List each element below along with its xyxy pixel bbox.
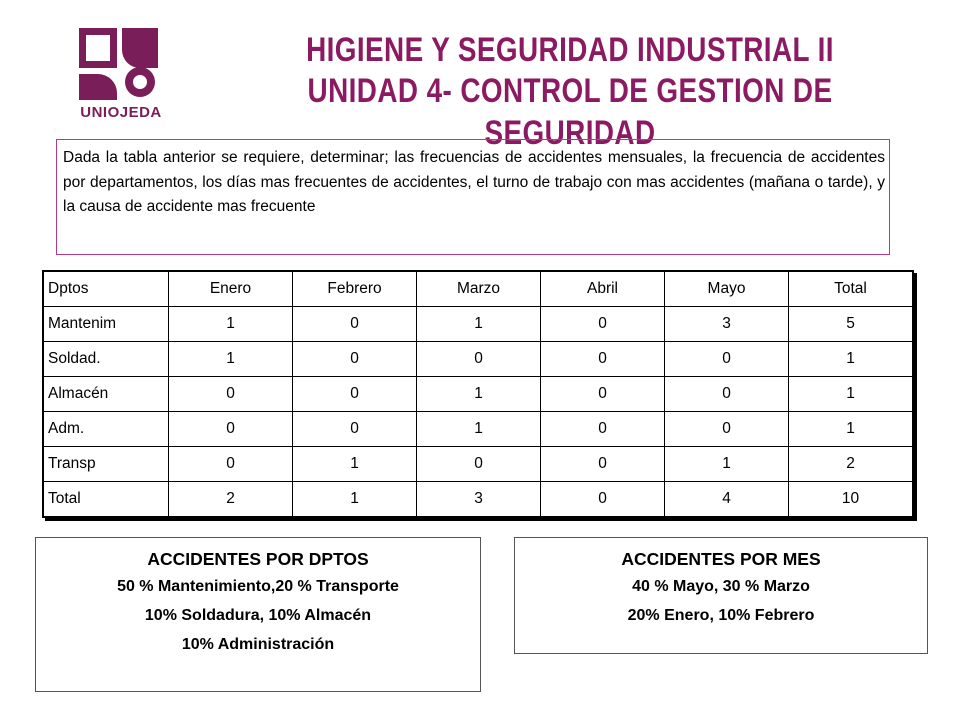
table-cell: Almacén xyxy=(43,377,169,412)
table-cell: 0 xyxy=(541,307,665,342)
header-cell: Febrero xyxy=(293,271,417,307)
table-cell: 1 xyxy=(169,342,293,377)
table-cell: Transp xyxy=(43,447,169,482)
table-row xyxy=(43,412,913,447)
table-cell: 1 xyxy=(293,482,417,518)
table-cell: 1 xyxy=(417,307,541,342)
table-cell: 0 xyxy=(293,342,417,377)
page-title xyxy=(258,30,881,154)
table-cell: 1 xyxy=(293,447,417,482)
summary-by-month xyxy=(514,537,928,654)
table-row xyxy=(43,447,913,482)
table-row xyxy=(43,307,913,342)
table-cell: 0 xyxy=(169,412,293,447)
table-cell: 0 xyxy=(293,377,417,412)
table-cell: Mantenim xyxy=(43,307,169,342)
table-cell: 3 xyxy=(417,482,541,518)
title-line-2: UNIDAD 4- CONTROL DE GESTION DE SEGURIDAD xyxy=(307,72,833,152)
table-cell: 0 xyxy=(417,447,541,482)
table-total-row xyxy=(43,482,913,518)
table-cell: 1 xyxy=(789,412,914,447)
table-cell: 0 xyxy=(541,412,665,447)
summary-heading: ACCIDENTES POR DPTOS xyxy=(147,549,369,569)
table-cell: 1 xyxy=(789,342,914,377)
table-cell: 4 xyxy=(665,482,789,518)
header-cell: Abril xyxy=(541,271,665,307)
table-cell: 2 xyxy=(169,482,293,518)
table-cell: Total xyxy=(43,482,169,518)
table-cell: Soldad. xyxy=(43,342,169,377)
table-cell: 0 xyxy=(417,342,541,377)
table-cell: 1 xyxy=(417,412,541,447)
table-row xyxy=(43,342,913,377)
table-header-row xyxy=(43,271,913,307)
table-row xyxy=(43,377,913,412)
summary-line: 10% Administración xyxy=(181,636,335,653)
header-cell: Dptos xyxy=(43,271,169,307)
table-cell: 1 xyxy=(169,307,293,342)
table-cell: 0 xyxy=(541,377,665,412)
table-cell: 0 xyxy=(541,482,665,518)
summary-heading: ACCIDENTES POR MES xyxy=(621,549,821,569)
table-cell: 0 xyxy=(293,412,417,447)
header-cell: Mayo xyxy=(665,271,789,307)
table-cell: 0 xyxy=(665,412,789,447)
table-cell: 0 xyxy=(541,447,665,482)
table-cell: 1 xyxy=(665,447,789,482)
table-cell: 0 xyxy=(169,447,293,482)
intro-text-box: Dada la tabla anterior se requiere, determinar; las frecuencias de accidentes mensuales, la frecuencia de accidentes por departamentos, los días mas frecuentes de accidentes, el turno de trabajo con mas accidentes (mañana o tarde), y la causa de accidente mas frecuente xyxy=(56,139,890,255)
summary-by-department xyxy=(35,537,481,692)
table-cell: 0 xyxy=(293,307,417,342)
table-cell: 0 xyxy=(169,377,293,412)
table-cell: 0 xyxy=(665,377,789,412)
table-cell: 0 xyxy=(541,342,665,377)
summary-line: 20% Enero, 10% Febrero xyxy=(627,607,815,624)
title-line-1: HIGIENE Y SEGURIDAD INDUSTRIAL II xyxy=(306,31,834,69)
table-cell: 3 xyxy=(665,307,789,342)
summary-line: 50 % Mantenimiento,20 % Transporte xyxy=(117,578,399,595)
header-cell: Enero xyxy=(169,271,293,307)
header-cell: Total xyxy=(789,271,914,307)
table-cell: 10 xyxy=(789,482,914,518)
table-cell: 1 xyxy=(417,377,541,412)
table-cell: 5 xyxy=(789,307,914,342)
table-cell: 2 xyxy=(789,447,914,482)
logo-text: UNIOJEDA xyxy=(80,104,162,121)
table-cell: 0 xyxy=(665,342,789,377)
accidents-table xyxy=(42,270,914,518)
header-cell: Marzo xyxy=(417,271,541,307)
table-cell: 1 xyxy=(789,377,914,412)
summary-line: 10% Soldadura, 10% Almacén xyxy=(144,607,372,624)
summary-line: 40 % Mayo, 30 % Marzo xyxy=(632,578,810,595)
table-cell: Adm. xyxy=(43,412,169,447)
